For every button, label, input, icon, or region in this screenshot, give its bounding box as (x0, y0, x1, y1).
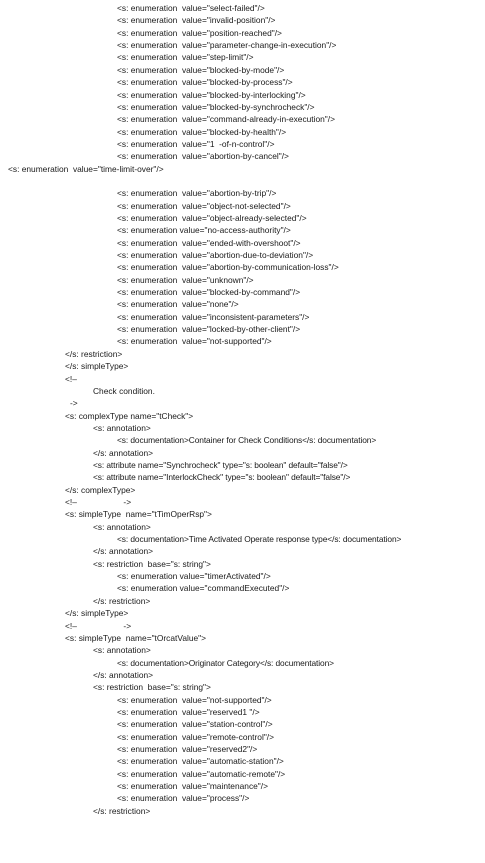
code-line: <s: enumeration value="commandExecuted"/> (117, 583, 290, 594)
code-line: <s: enumeration value="not-supported"/> (117, 336, 272, 347)
code-line: <s: documentation>Container for Check Conditions</s: documentation> (117, 435, 377, 446)
code-line: <s: enumeration value="remote-control"/> (117, 731, 275, 742)
code-line: <s: enumeration value="maintenance"/> (117, 781, 268, 791)
code-line: <s: enumeration value="automatic-remote"/> (117, 768, 286, 779)
code-line: <s: enumeration value="timerActivated"/> (117, 571, 271, 582)
code-line: </s: annotation> (93, 546, 154, 557)
code-line: <s: enumeration value="inconsistent-parameters"/> (117, 311, 310, 322)
code-line: <s: enumeration value="1 -of-n-control"/> (117, 138, 275, 149)
code-line: </s: annotation> (93, 447, 154, 458)
code-line: <s: enumeration value="ended-with-overshoot"/> (117, 237, 301, 248)
code-line: <s: enumeration value="object-already-selected"/> (117, 212, 307, 223)
code-line: <s: enumeration value="abortion-by-trip"/> (117, 188, 277, 199)
code-line: <s: restriction base="s: string"> (93, 558, 211, 569)
code-line: </s: restriction> (65, 348, 123, 359)
code-line: <s: enumeration value="invalid-position"/> (117, 15, 276, 26)
code-line: <s: attribute name="Synchrocheck" type="s: boolean" default="false"/> (93, 459, 348, 470)
code-line: <s: enumeration value="blocked-by-mode"/> (117, 64, 285, 75)
code-line: <s: annotation> (93, 645, 151, 656)
code-line: <s: enumeration value="parameter-change-in-execution"/> (117, 40, 337, 50)
code-line: <s: enumeration value="position-reached"/> (117, 27, 282, 38)
code-line: <s: enumeration value="not-supported"/> (117, 694, 272, 705)
code-line: <!– -> (65, 620, 132, 631)
code-line: <s: enumeration value="blocked-by-interlocking"/> (117, 89, 306, 100)
code-line: <s: enumeration value="unknown"/> (117, 274, 254, 285)
code-line: <s: enumeration value="no-access-authority"/> (117, 225, 291, 236)
code-line: <s: enumeration value="command-already-in-execution"/> (117, 114, 335, 125)
code-line: <s: complexType name="tCheck"> (65, 410, 194, 421)
code-line: </s: complexType> (65, 484, 136, 495)
code-line: </s: restriction> (93, 805, 151, 816)
code-line: <s: enumeration value="step-limit"/> (117, 52, 254, 63)
code-line: <s: enumeration value="abortion-by-cancel"/> (117, 151, 289, 162)
code-line: <s: enumeration value="blocked-by-health"/> (117, 126, 287, 137)
code-line: <s: enumeration value="abortion-due-to-deviation"/> (117, 250, 314, 260)
code-line: <s: enumeration value="automatic-station"/> (117, 756, 284, 767)
code-line: Check condition. (93, 385, 155, 396)
code-line: <s: annotation> (93, 521, 151, 532)
code-line: <s: enumeration value="time-limit-over"/> (8, 163, 164, 174)
code-line: <s: annotation> (93, 422, 151, 433)
code-line: <!– (65, 373, 77, 384)
code-line: <s: simpleType name="tOrcatValue"> (65, 632, 207, 643)
code-line: <s: restriction base="s: string"> (93, 682, 211, 693)
code-line: <s: enumeration value="blocked-by-synchrocheck"/> (117, 101, 315, 112)
code-line: <s: enumeration value="abortion-by-communication-loss"/> (117, 262, 339, 273)
code-line: <s: enumeration value="blocked-by-command"/> (117, 287, 301, 298)
code-line: <s: enumeration value="object-not-selected"/> (117, 200, 291, 211)
code-line: <s: enumeration value="none"/> (117, 299, 239, 310)
code-line: <!– -> (65, 497, 132, 507)
code-line: </s: annotation> (93, 669, 154, 680)
code-line: <s: simpleType name="tTimOperRsp"> (65, 509, 212, 520)
code-line: </s: restriction> (93, 595, 151, 606)
code-line: <s: documentation>Originator Category</s: documentation> (117, 657, 334, 668)
code-line: <s: enumeration value="station-control"/> (117, 719, 273, 730)
code-line: <s: enumeration value="reserved2"/> (117, 744, 258, 754)
code-line: <s: enumeration value="reserved1 "/> (117, 706, 260, 717)
code-line: <s: enumeration value="process"/> (117, 793, 250, 804)
code-line: <s: enumeration value="blocked-by-process"/> (117, 77, 293, 88)
code-line: <s: attribute name="InterlockCheck" type="s: boolean" default="false"/> (93, 472, 351, 483)
code-line: <s: enumeration value="select-failed"/> (117, 3, 265, 13)
code-line: </s: simpleType> (65, 608, 129, 619)
code-line: <s: documentation>Time Activated Operate response type</s: documentation> (117, 534, 402, 544)
code-line: </s: simpleType> (65, 361, 129, 372)
code-line: -> (70, 398, 78, 409)
code-line: <s: enumeration value="locked-by-other-client"/> (117, 324, 301, 335)
